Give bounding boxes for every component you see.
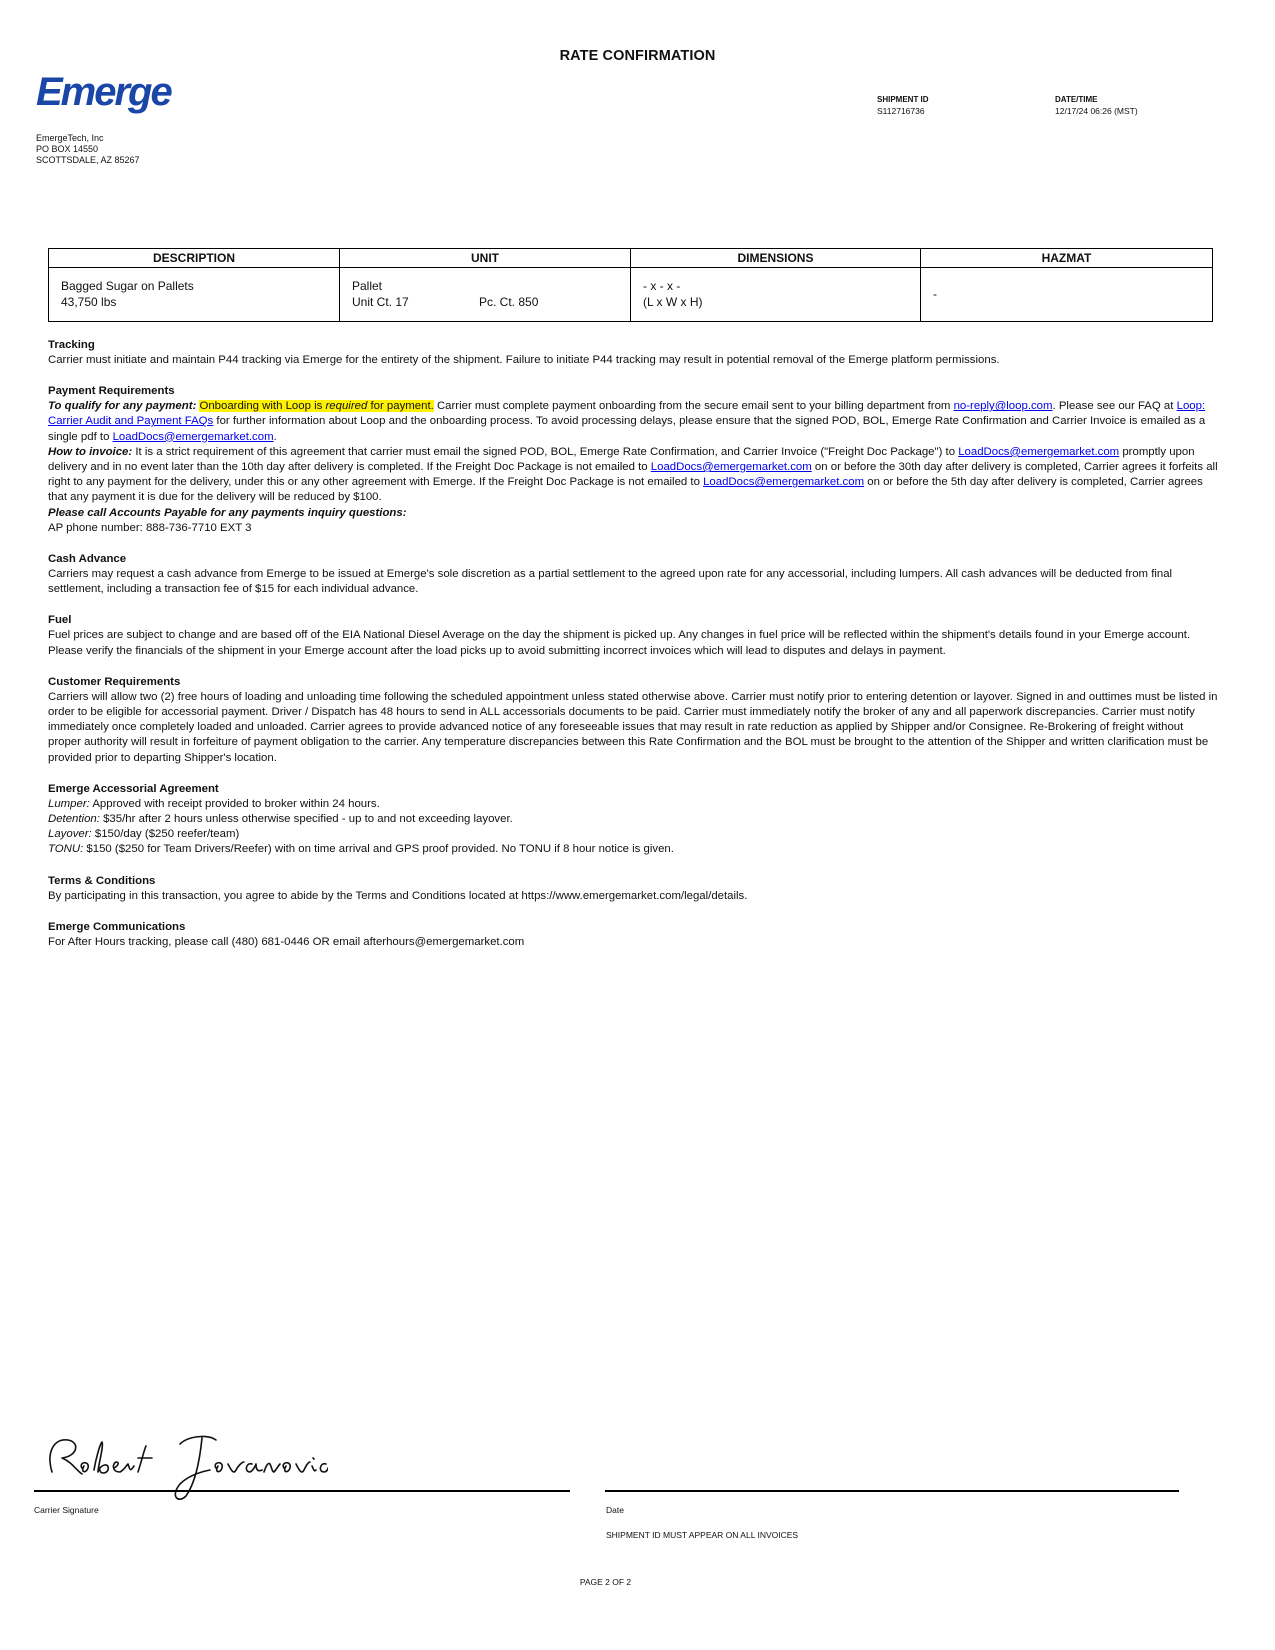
carrier-signature-label: Carrier Signature [34,1505,99,1515]
company-address-line2: SCOTTSDALE, AZ 85267 [36,155,140,165]
table-row [49,268,1213,322]
ap-phone: AP phone number: 888-736-7710 EXT 3 [48,521,252,534]
header-unit: UNIT [340,249,631,268]
shipment-id-value: S112716736 [877,106,925,116]
loop-faq-link[interactable]: Loop: Carrier Audit and Payment FAQs [48,400,1206,428]
piece-count: Pc. Ct. 850 [479,294,539,309]
loaddocs-email-link[interactable]: LoadDocs@emergemarket.com [650,461,812,474]
customer-requirements-section [48,674,1218,766]
unit-count: Unit Ct. 17 [352,294,409,309]
date-label: Date [606,1505,624,1515]
invoice-label: How to invoice: [48,445,133,458]
invoice-notice: SHIPMENT ID MUST APPEAR ON ALL INVOICES [606,1530,799,1540]
document-title: RATE CONFIRMATION [559,48,716,64]
accessorial-section [48,781,1218,858]
payment-invoice-paragraph: How to invoice: It is a strict requirement of this agreement that carrier must email the signed POD, BOL, Emerge Rate Confirmation, and Carrier Invoice ("Freight Doc Package") to LoadDocs@emergemarket.com promptly upon delivery and in no event later than the 10th day after delivery is completed. If the Freight Doc Package is not emailed to LoadDocs@emergemarket.com on or before the 30th day after delivery is completed, Carrier agrees it forfeits all right to any payment for the delivery, under this or any other agreement with Emerge. If the Freight Doc Package is not emailed to LoadDocs@emergemarket.com on or before the 5th day after delivery is completed, Carrier agrees that any payment it is due for the delivery will be reduced by $100. [48,445,1218,504]
ap-inquiry-label: Please call Accounts Payable for any payments inquiry questions: [48,506,407,519]
fuel-heading: Fuel [48,614,72,627]
terms-section [48,873,1218,904]
loaddocs-email-link[interactable]: LoadDocs@emergemarket.com [703,476,865,489]
header-dimensions: DIMENSIONS [631,249,921,268]
weight: 43,750 lbs [61,294,117,309]
customer-requirements-heading: Customer Requirements [48,675,181,688]
fuel-section [48,612,1218,658]
datetime-label: DATE/TIME [1055,95,1098,104]
payment-qualify-paragraph: To qualify for any payment: Onboarding with Loop is required for payment. Carrier must complete payment onboarding from the secure email sent to your billing department from no-reply@loop.com. Please see our FAQ at Loop: Carrier Audit and Payment FAQs for further information about Loop and the onboarding process. To avoid processing delays, please ensure that the signed POD, BOL, Emerge Rate Confirmation and Carrier Invoice is emailed as a single pdf to LoadDocs@emergemarket.com. [48,400,1206,443]
communications-section [48,919,1218,950]
freight-table [48,248,1213,322]
carrier-signature-line [34,1490,570,1492]
accessorial-item: Detention: $35/hr after 2 hours unless otherwise specified - up to and not exceeding layover. [48,813,513,826]
communications-body: For After Hours tracking, please call (480) 681-0446 OR email afterhours@emergemarket.com [48,935,525,948]
tracking-heading: Tracking [48,339,95,351]
customer-requirements-body: Carriers will allow two (2) free hours of loading and unloading time following the scheduled appointment unless stated otherwise above. Carrier must notify prior to entering detention or layover. Signed in and outtimes must be listed in order to be eligible for accessorial payment. Driver / Dispatch has 48 hours to send in ALL accessorials documents to be paid. Carrier must immediately notify the broker of any and all paperwork discrepancies. Carrier must notify immediately once completely loaded and unloaded. Carrier agrees to provide advanced notice of any foreseeable issues that may result in rate reduction as applied by Shipper and/or Consignee. Re-Brokering of freight without proper authority will result in forfeiture of payment obligation to the carrier. Any temperature discrepancies between this Rate Confirmation and the BOL must be brought to the attention of the Shipper and written clarification must be provided prior to departing Shipper's location. [48,690,1218,764]
loaddocs-email-link[interactable]: LoadDocs@emergemarket.com [112,430,274,443]
commodity: Bagged Sugar on Pallets [61,279,194,293]
fuel-body: Fuel prices are subject to change and are based off of the EIA National Diesel Average on the day the shipment is picked up. Any changes in fuel price will be reflected within the shipment's details found in your Emerge account. Please verify the financials of the shipment in your Emerge account after the load picks up to avoid submitting incorrect invoices which will lead to disputes and delays in payment. [48,629,1191,657]
description-cell [49,268,340,322]
shipment-id-block [877,95,929,116]
freight-table-header [49,249,1213,268]
company-address-line1: PO BOX 14550 [36,144,99,154]
unit-cell [340,268,631,322]
accessorial-item: TONU: $150 ($250 for Team Drivers/Reefer) with on time arrival and GPS proof provided. No TONU if 8 hour notice is given. [48,843,674,856]
emerge-logo: Emerge [36,70,171,114]
dimensions-values: - x - x - [643,279,681,293]
unit-type: Pallet [352,279,383,293]
datetime-value: 12/17/24 06:26 (MST) [1055,106,1138,116]
terms-heading: Terms & Conditions [48,874,156,887]
qualify-label: To qualify for any payment: [48,400,197,413]
hazmat-cell: - [920,268,1212,322]
payment-section [48,383,1218,536]
loop-email-link[interactable]: no-reply@loop.com [953,400,1053,413]
cash-advance-body: Carriers may request a cash advance from Emerge to be issued at Emerge's sole discretion as a partial settlement to the agreed upon rate for any accessorial, including lumpers. All cash advances will be deducted from final settlement, including a transaction fee of $15 for each individual advance. [48,568,1173,596]
tracking-section [48,337,1218,368]
date-line [605,1490,1179,1492]
company-name: EmergeTech, Inc [36,133,104,143]
onboarding-highlight: Onboarding with Loop is required for payment. [199,400,434,413]
page-number: PAGE 2 OF 2 [579,1577,632,1587]
accessorial-item: Lumper: Approved with receipt provided to broker within 24 hours. [48,797,380,810]
shipment-id-label: SHIPMENT ID [877,95,929,104]
company-address [36,133,140,166]
accessorial-heading: Emerge Accessorial Agreement [48,782,219,795]
cash-advance-section [48,551,1218,597]
communications-heading: Emerge Communications [48,920,186,933]
header-hazmat: HAZMAT [920,249,1212,268]
cash-advance-heading: Cash Advance [48,553,127,566]
payment-heading: Payment Requirements [48,385,175,398]
dimensions-cell [631,268,921,322]
accessorial-item: Layover: $150/day ($250 reefer/team) [48,828,240,841]
terms-sections [48,337,1218,965]
header-description: DESCRIPTION [49,249,340,268]
tracking-body: Carrier must initiate and maintain P44 tracking via Emerge for the entirety of the shipment. Failure to initiate P44 tracking may result in potential removal of the Emerge platform permissions. [48,354,1000,366]
loaddocs-email-link[interactable]: LoadDocs@emergemarket.com [958,445,1120,458]
datetime-block [1055,95,1138,116]
dimensions-format: (L x W x H) [643,294,703,309]
terms-body: By participating in this transaction, you agree to abide by the Terms and Conditions located at https://www.emergemarket.com/legal/details. [48,889,748,902]
